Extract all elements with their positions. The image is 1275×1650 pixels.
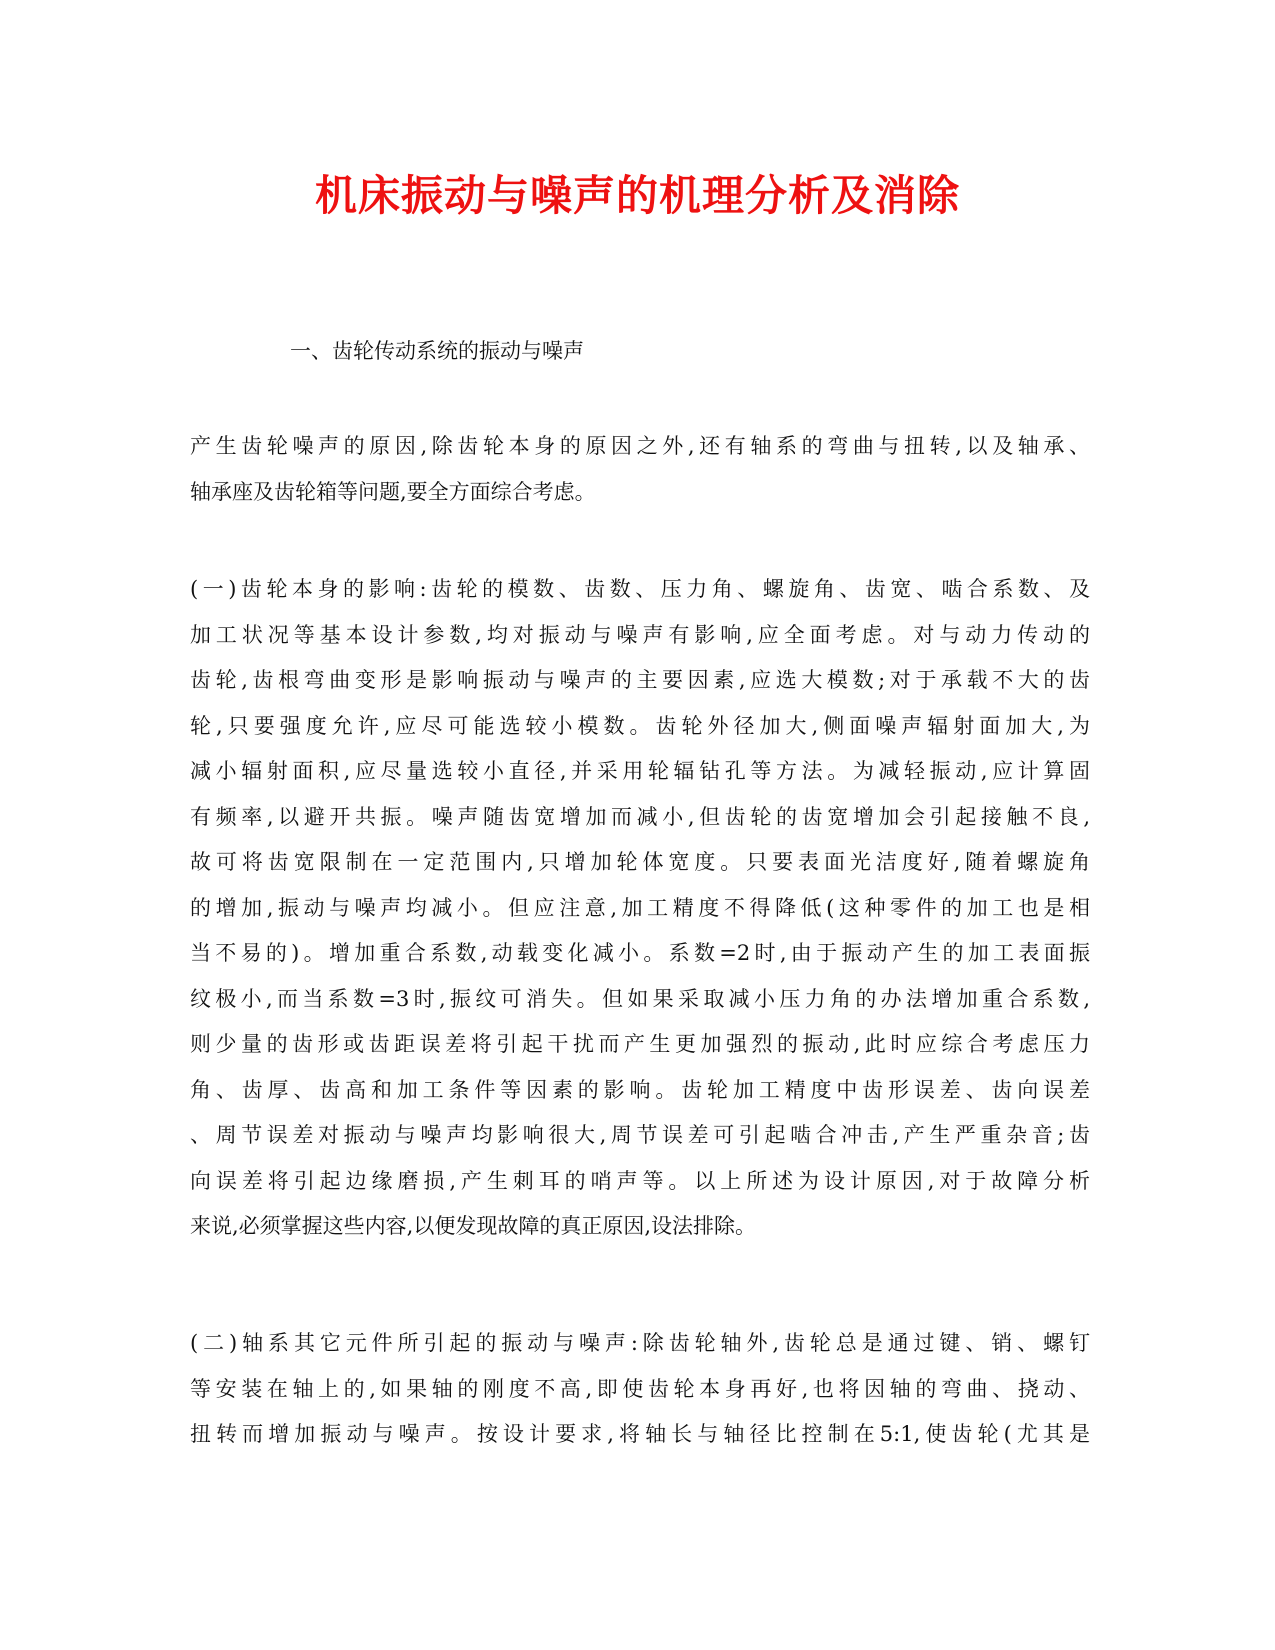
text-line: 、周节误差对振动与噪声均影响很大,周节误差可引起啮合冲击,产生严重杂音;齿 bbox=[190, 1123, 1090, 1147]
paragraph-intro bbox=[190, 424, 1090, 515]
text-line: (二)轴系其它元件所引起的振动与噪声:除齿轮轴外,齿轮总是通过键、销、螺钉 bbox=[190, 1331, 1090, 1355]
text-line: 则少量的齿形或齿距误差将引起干扰而产生更加强烈的振动,此时应综合考虑压力 bbox=[190, 1032, 1090, 1056]
text-line: 的增加,振动与噪声均减小。但应注意,加工精度不得降低(这种零件的加工也是相 bbox=[190, 895, 1090, 920]
text-line: (一)齿轮本身的影响:齿轮的模数、齿数、压力角、螺旋角、齿宽、啮合系数、及 bbox=[190, 577, 1090, 601]
text-line: 有频率,以避开共振。噪声随齿宽增加而减小,但齿轮的齿宽增加会引起接触不良, bbox=[190, 804, 1090, 829]
text-line: 加工状况等基本设计参数,均对振动与噪声有影响,应全面考虑。对与动力传动的 bbox=[190, 622, 1090, 647]
section-heading: 一、齿轮传动系统的振动与噪声 bbox=[290, 339, 584, 363]
text-line: 当不易的)。增加重合系数,动载变化减小。系数=2时,由于振动产生的加工表面振 bbox=[190, 941, 1090, 965]
text-line: 轴承座及齿轮箱等问题,要全方面综合考虑。 bbox=[190, 479, 596, 504]
paragraph-shaft-elements bbox=[190, 1321, 1090, 1458]
text-line: 等安装在轴上的,如果轴的刚度不高,即使齿轮本身再好,也将因轴的弯曲、挠动、 bbox=[190, 1376, 1090, 1401]
text-line: 扭转而增加振动与噪声。按设计要求,将轴长与轴径比控制在5:1,使齿轮(尤其是 bbox=[190, 1422, 1090, 1446]
text-line: 减小辐射面积,应尽量选较小直径,并采用轮辐钻孔等方法。为减轻振动,应计算固 bbox=[190, 759, 1090, 783]
text-line: 产生齿轮噪声的原因,除齿轮本身的原因之外,还有轴系的弯曲与扭转,以及轴承、 bbox=[190, 434, 1090, 458]
paragraph-gear-influence bbox=[190, 567, 1090, 1250]
text-line: 故可将齿宽限制在一定范围内,只增加轮体宽度。只要表面光洁度好,随着螺旋角 bbox=[190, 850, 1090, 874]
text-line: 向误差将引起边缘磨损,产生刺耳的哨声等。以上所述为设计原因,对于故障分析 bbox=[190, 1168, 1090, 1193]
text-line: 轮,只要强度允许,应尽可能选较小模数。齿轮外径加大,侧面噪声辐射面加大,为 bbox=[190, 713, 1090, 738]
text-line: 纹极小,而当系数=3时,振纹可消失。但如果采取减小压力角的办法增加重合系数, bbox=[190, 986, 1090, 1011]
text-line: 来说,必须掌握这些内容,以便发现故障的真正原因,设法排除。 bbox=[190, 1214, 757, 1238]
text-line: 齿轮,齿根弯曲变形是影响振动与噪声的主要因素,应选大模数;对于承载不大的齿 bbox=[190, 668, 1090, 692]
page-title: 机床振动与噪声的机理分析及消除 bbox=[314, 171, 960, 220]
text-line: 角、齿厚、齿高和加工条件等因素的影响。齿轮加工精度中齿形误差、齿向误差 bbox=[190, 1077, 1090, 1102]
